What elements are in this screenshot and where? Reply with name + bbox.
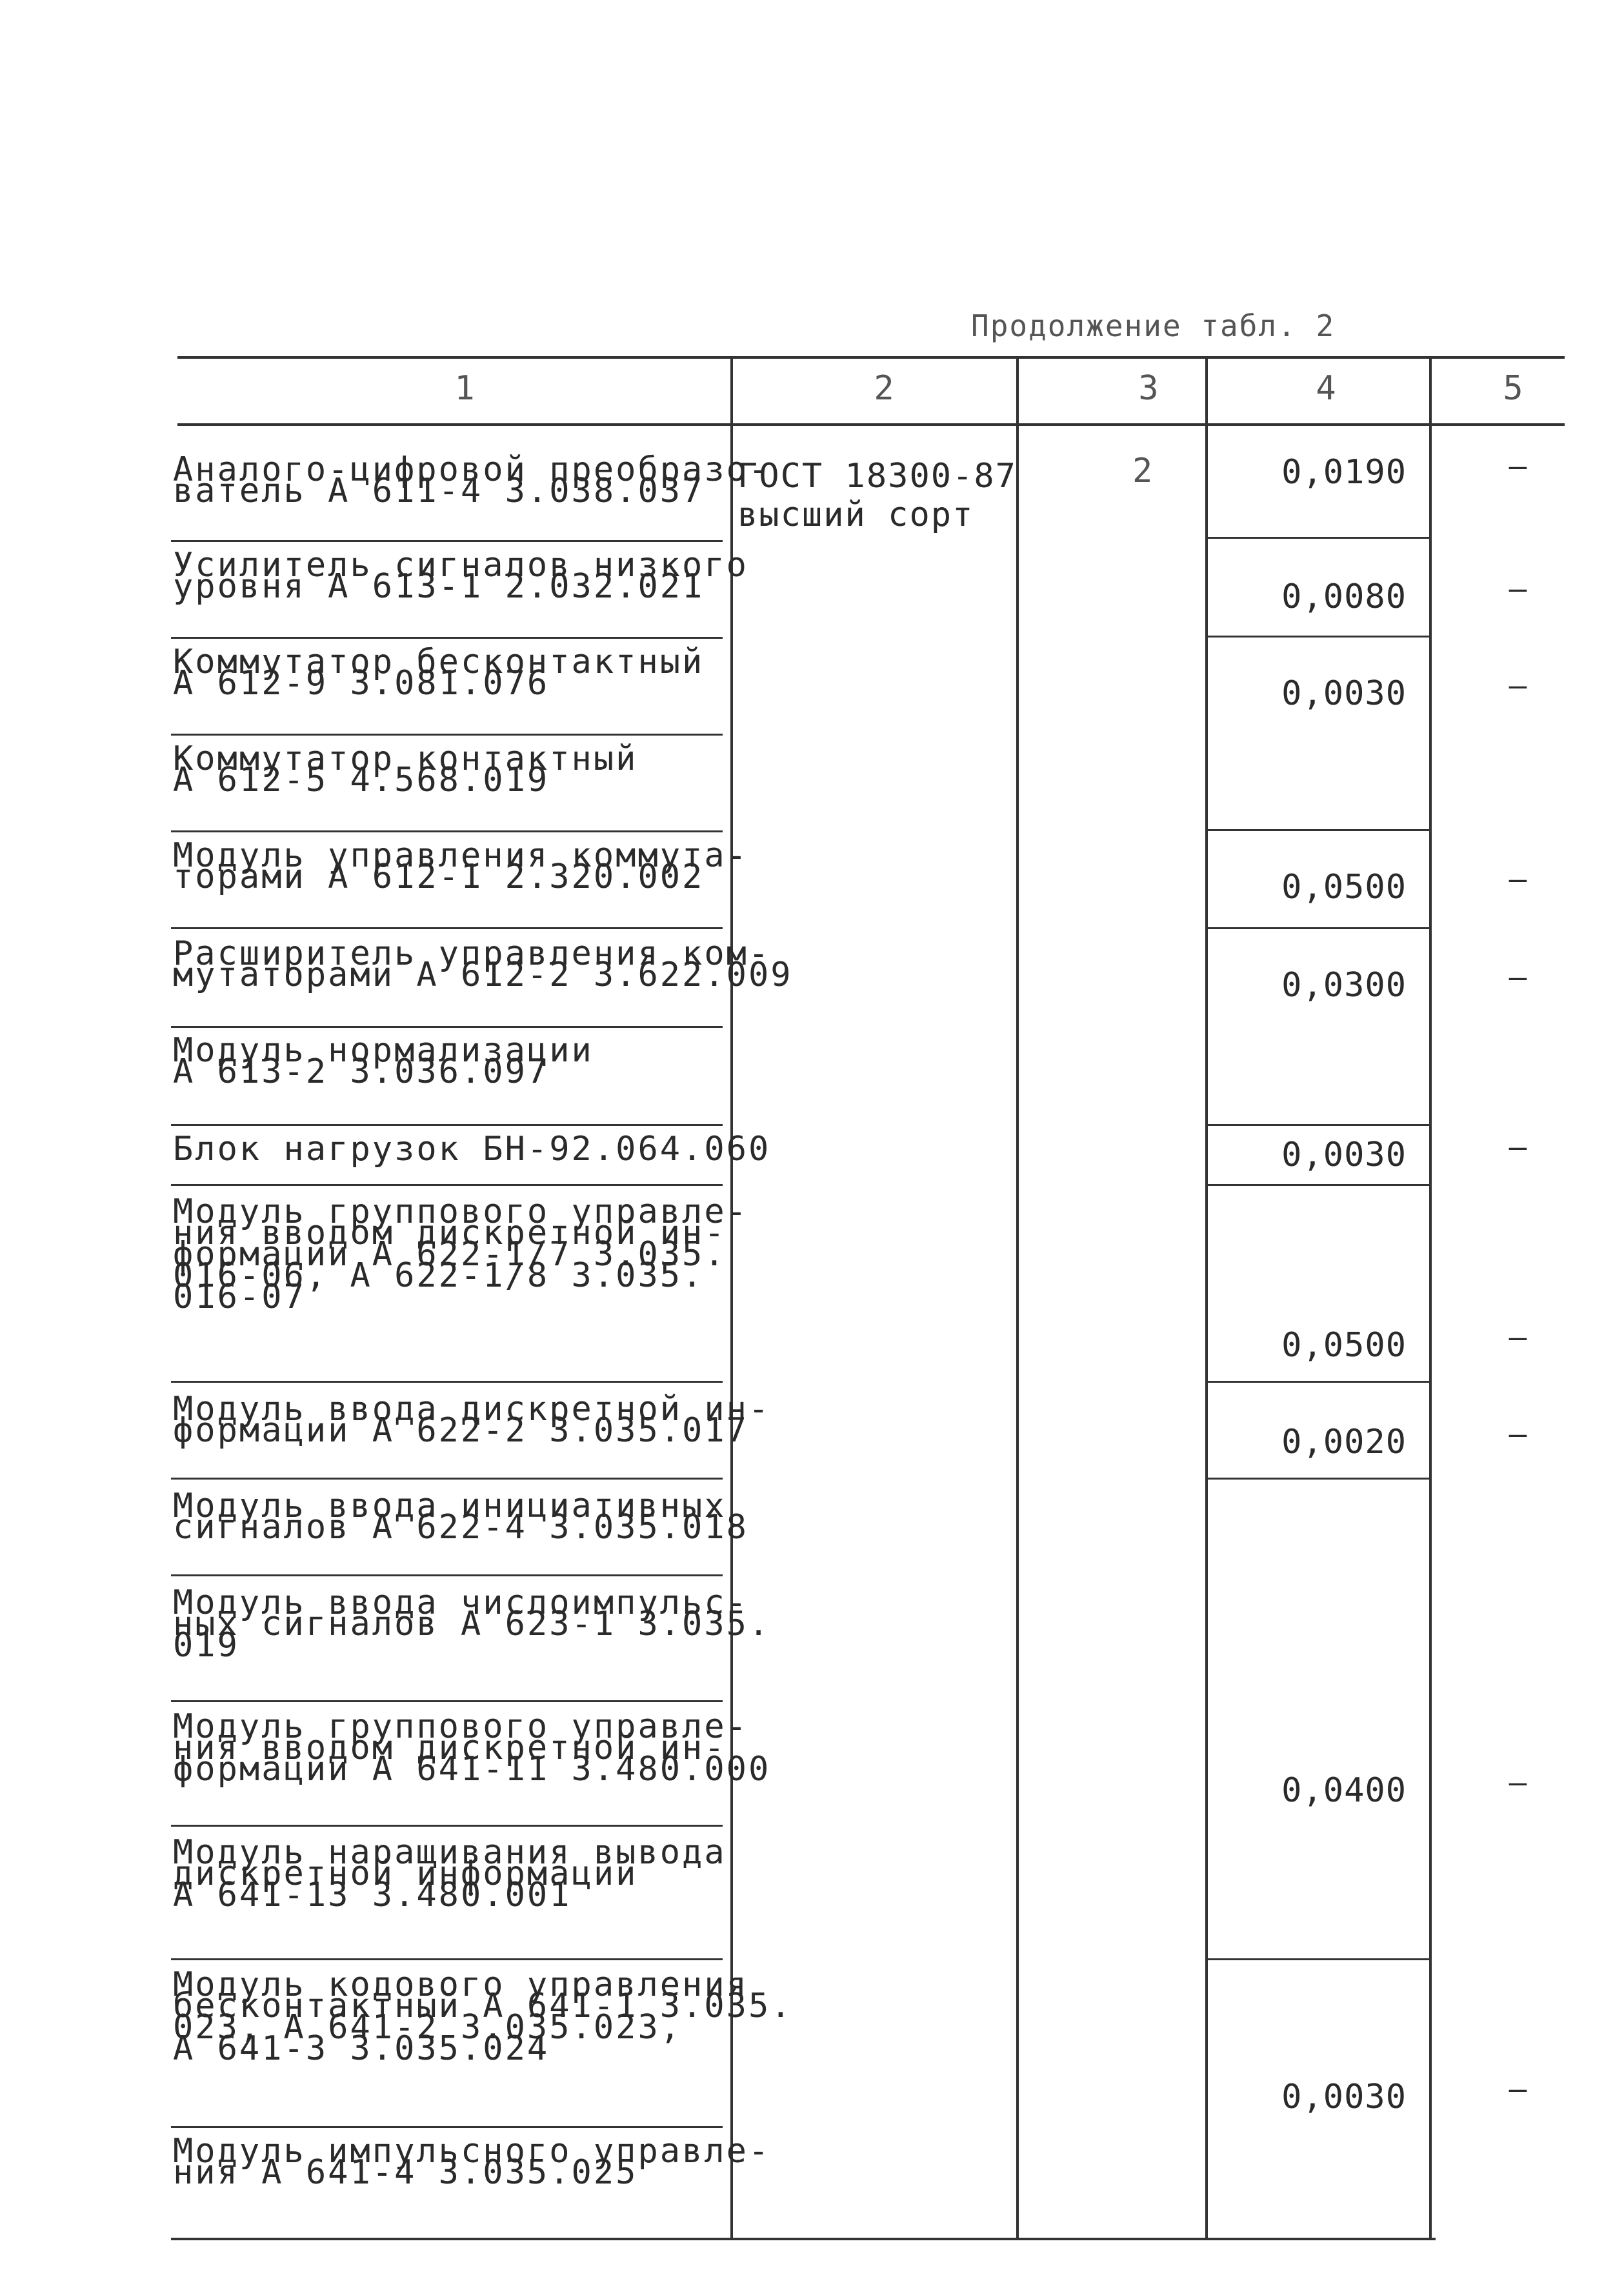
item-name: Модуль нормализации А 613-2 3.036.097 xyxy=(173,1031,594,1091)
row-divider xyxy=(171,1478,723,1480)
value-divider xyxy=(1207,1958,1429,1960)
row-divider xyxy=(171,1124,723,1126)
item-value: 0,0500 xyxy=(1281,868,1407,907)
item-name: Модуль наращивания вывода дискретной информации А 641-13 3.480.001 xyxy=(173,1833,727,1914)
header-bottom-rule xyxy=(177,423,1565,426)
row-divider xyxy=(171,1026,723,1028)
item-value: 0,0300 xyxy=(1281,966,1407,1005)
column-divider-2 xyxy=(1016,356,1019,2239)
row-divider xyxy=(171,1574,723,1576)
column-header-4: 4 xyxy=(1316,369,1336,408)
value-divider xyxy=(1207,636,1429,638)
item-value: 0,0020 xyxy=(1281,1423,1407,1461)
column5-dash: — xyxy=(1509,571,1527,606)
column5-dash: — xyxy=(1509,861,1527,896)
item-value: 0,0030 xyxy=(1281,2078,1407,2116)
item-name: Модуль ввода инициативных сигналов А 622-4 3.035.018 xyxy=(173,1487,748,1547)
column-header-1: 1 xyxy=(454,369,475,408)
column5-dash: — xyxy=(1509,448,1527,483)
row-divider xyxy=(171,540,723,542)
column5-dash: — xyxy=(1509,668,1527,703)
value-divider xyxy=(1207,829,1429,831)
item-name: Расширитель управления ком- мутаторами А 612-2 3.622.009 xyxy=(173,934,793,994)
item-name: Модуль группового управле- ния вводом дискретной ин- формации А 641-11 3.480.000 xyxy=(173,1707,771,1789)
item-name: Блок нагрузок БН-92.064.060 xyxy=(173,1130,771,1169)
row-divider xyxy=(171,1825,723,1827)
row-divider xyxy=(171,830,723,832)
row-divider xyxy=(171,1184,723,1186)
column5-dash: — xyxy=(1509,1765,1527,1800)
value-divider xyxy=(1207,1478,1429,1480)
row-divider xyxy=(171,734,723,736)
item-name: Модуль ввода дискретной ин- формации А 622-2 3.035.017 xyxy=(173,1390,771,1450)
item-name: Аналого-цифровой преобразо- ватель А 611-4 3.038.037 xyxy=(173,450,771,510)
row-divider xyxy=(171,637,723,639)
value-divider xyxy=(1207,927,1429,929)
column-header-3: 3 xyxy=(1138,369,1159,408)
row-divider xyxy=(171,1700,723,1702)
column-header-5: 5 xyxy=(1503,369,1523,408)
column5-dash: — xyxy=(1509,1416,1527,1451)
item-name: Модуль ввода числоимпульс- ных сигналов А 623-1 3.035. 019 xyxy=(173,1583,771,1665)
row-divider xyxy=(171,927,723,929)
column5-dash: — xyxy=(1509,2071,1527,2106)
row-divider xyxy=(171,1381,723,1383)
item-name: Усилитель сигналов низкого уровня А 613-1 2.032.021 xyxy=(173,546,748,606)
table-top-rule xyxy=(177,356,1565,359)
item-value: 0,0030 xyxy=(1281,674,1407,713)
column5-dash: — xyxy=(1509,1129,1527,1164)
value-divider xyxy=(1207,1381,1429,1383)
item-name: Модуль импульсного управле- ния А 641-4 3.035.025 xyxy=(173,2132,771,2192)
item-value: 0,0190 xyxy=(1281,453,1407,492)
value-divider xyxy=(1207,1184,1429,1186)
column5-dash: — xyxy=(1509,959,1527,994)
value-divider xyxy=(1207,1124,1429,1126)
item-name: Модуль группового управле- ния вводом дискретной ин- формации А 622-1/7 3.035. 016-06, А 622-1/8 3.035. 016-07 xyxy=(173,1192,748,1316)
item-name: Коммутатор контактный А 612-5 4.568.019 xyxy=(173,739,638,799)
item-name: Модуль кодового управления бесконтактный А 641-1 3.035. 023, А 641-2 3.035.023, А 641-3 3.035.024 xyxy=(173,1965,793,2068)
item-value: 0,0030 xyxy=(1281,1136,1407,1174)
row-divider xyxy=(171,1958,723,1960)
column5-dash: — xyxy=(1509,1320,1527,1354)
column-divider-3 xyxy=(1205,356,1208,2239)
table-continuation-caption: Продолжение табл. 2 xyxy=(971,308,1336,343)
value-divider xyxy=(1207,537,1429,539)
row-divider xyxy=(171,2126,723,2128)
column-header-2: 2 xyxy=(874,369,894,408)
table-bottom-rule xyxy=(171,2238,1436,2240)
standard-cell: ГОСТ 18300-87 высший сорт xyxy=(737,457,1017,534)
item-value: 0,0080 xyxy=(1281,577,1407,616)
item-name: Модуль управления коммута- торами А 612-1 2.320.002 xyxy=(173,836,748,896)
column-divider-4 xyxy=(1429,356,1432,2239)
item-name: Коммутатор бесконтактный А 612-9 3.081.076 xyxy=(173,643,705,703)
grade-cell: 2 xyxy=(1132,452,1153,490)
item-value: 0,0500 xyxy=(1281,1326,1407,1365)
item-value: 0,0400 xyxy=(1281,1771,1407,1810)
